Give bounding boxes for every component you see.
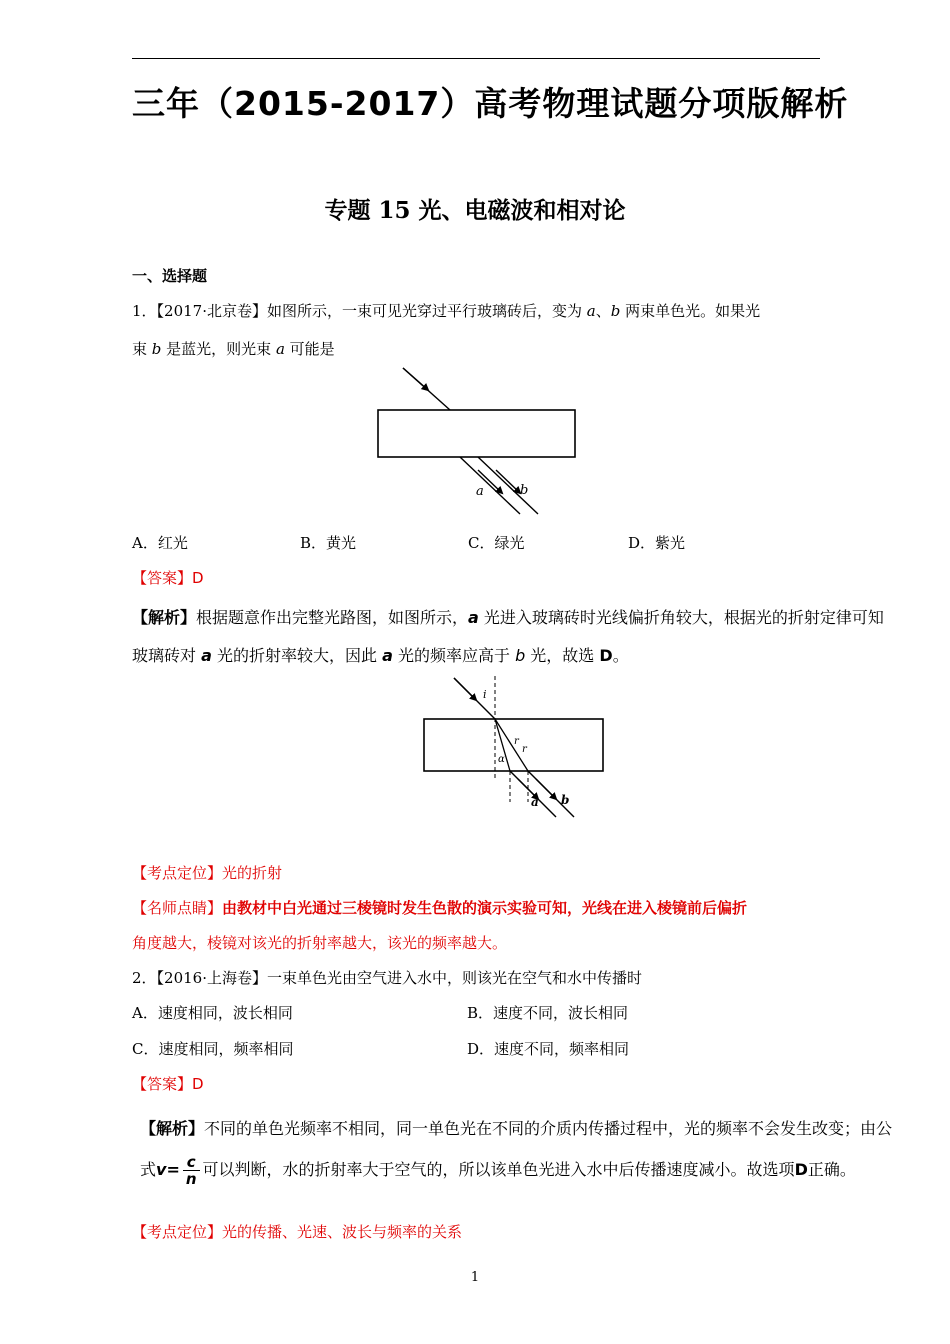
q2-stem: 2．【2016·上海卷】一束单色光由空气进入水中，则该光在空气和水中传播时 xyxy=(132,969,643,987)
q2-answer: 【答案】D xyxy=(132,1075,204,1093)
header-rule xyxy=(132,58,820,59)
q1-figure-light-path xyxy=(418,672,608,820)
q2-option-d[interactable]: D．速度不同，频率相同 xyxy=(467,1040,630,1058)
label-alpha: α xyxy=(498,754,505,765)
q2-kaodian: 【考点定位】光的传播、光速、波长与频率的关系 xyxy=(132,1223,463,1241)
glass-slab xyxy=(378,410,575,457)
q1-stem-line1: 1．【2017·北京卷】如图所示，一束可见光穿过平行玻璃砖后，变为 a、b 两束单色光。如果光 xyxy=(132,302,761,320)
formula-fraction: $\frac{c}{n}$ xyxy=(183,1154,200,1187)
q2-number: 2． xyxy=(132,969,157,987)
q1-option-d[interactable]: D．紫光 xyxy=(628,534,686,552)
q1-number: 1． xyxy=(132,302,157,320)
q2-option-c[interactable]: C．速度相同，频率相同 xyxy=(132,1040,294,1058)
label-r-b: r xyxy=(522,744,527,755)
label-b-2: b xyxy=(561,793,570,807)
q2-analysis-line1: 【解析】不同的单色光频率不相同，同一单色光在不同的介质内传播过程中，光的频率不会发生改变；由公 xyxy=(140,1119,893,1138)
q1-kaodian: 【考点定位】光的折射 xyxy=(132,864,283,882)
q1-analysis-line2: 玻璃砖对 a 光的折射率较大，因此 a 光的频率应高于 b 光，故选 D。 xyxy=(132,646,629,665)
q2-source: 【2016·上海卷】 xyxy=(156,969,267,987)
label-a-2: a xyxy=(531,795,539,809)
q1-figure-glass-slab xyxy=(370,364,590,519)
ray-a xyxy=(460,457,520,514)
q1-option-a[interactable]: A．红光 xyxy=(132,534,188,552)
q1-answer: 【答案】D xyxy=(132,569,204,587)
q1-analysis-line1: 【解析】根据题意作出完整光路图，如图所示，a 光进入玻璃砖时光线偏折角较大，根据光的折射定律可知 xyxy=(132,608,884,627)
q2-option-b[interactable]: B．速度不同，波长相同 xyxy=(467,1004,629,1022)
label-i: i xyxy=(483,688,487,701)
page-number: 1 xyxy=(470,1270,480,1285)
label-a: a xyxy=(476,484,484,499)
q1-source: 【2017·北京卷】 xyxy=(156,302,267,320)
section-heading: 一、选择题 xyxy=(132,267,208,285)
label-r-a: r xyxy=(514,736,519,747)
q1-option-b[interactable]: B．黄光 xyxy=(300,534,357,552)
q2-analysis-line2: 式v= $\frac{c}{n}$ 可以判断，水的折射率大于空气的，所以该单色光进入水中后传播速度减小。故选项D正确。 xyxy=(140,1153,856,1188)
ray-b xyxy=(478,457,538,514)
q2-option-a[interactable]: A．速度相同，波长相同 xyxy=(132,1004,293,1022)
label-b: b xyxy=(520,483,529,498)
q1-mingshi-line2: 角度越大，棱镜对该光的折射率越大，该光的频率越大。 xyxy=(132,934,508,952)
document-title: 三年（2015-2017）高考物理试题分项版解析 xyxy=(132,84,849,123)
q1-stem-line2: 束 b 是蓝光，则光束 a 可能是 xyxy=(132,340,335,358)
topic-subtitle: 专题 15 光、电磁波和相对论 xyxy=(324,197,626,224)
q1-mingshi-line1: 【名师点睛】由教材中白光通过三棱镜时发生色散的演示实验可知，光线在进入棱镜前后偏折 xyxy=(132,899,748,917)
q1-option-c[interactable]: C．绿光 xyxy=(468,534,525,552)
